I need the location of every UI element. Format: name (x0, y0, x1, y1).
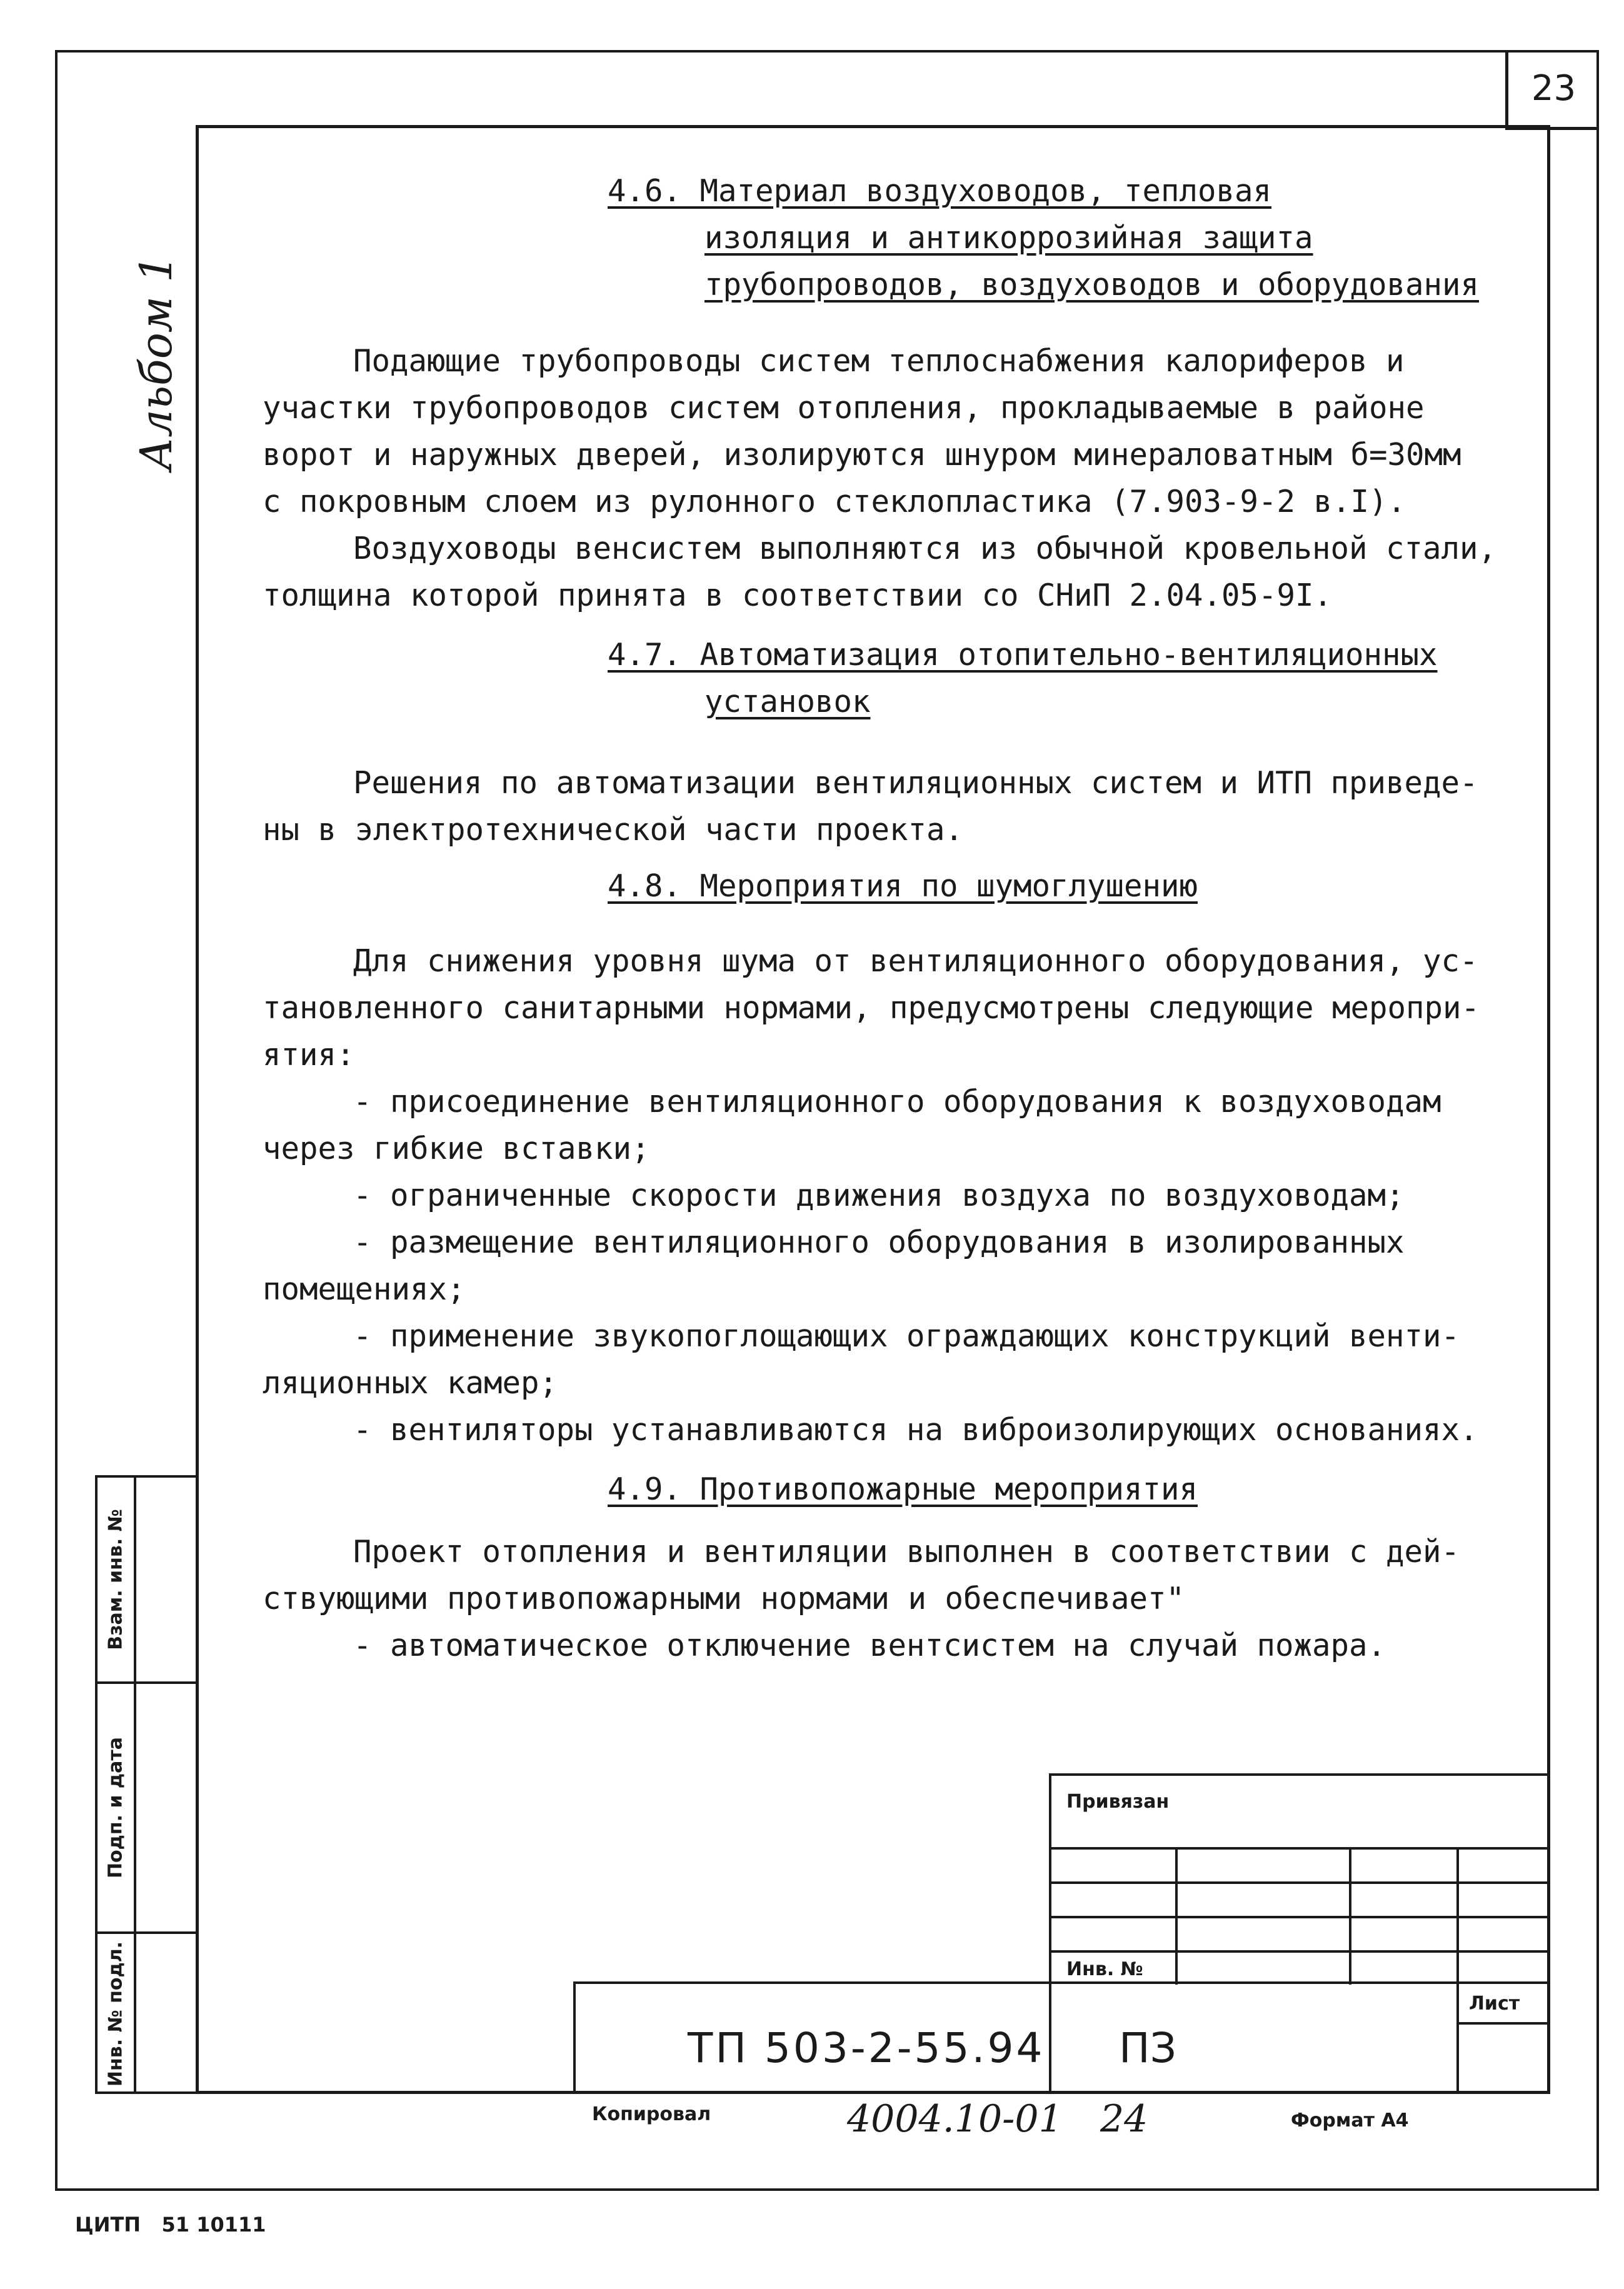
order-number: 4004.10-01 (847, 2097, 1063, 2141)
para-4-9-line: - автоматическое отключение вентсистем на случай пожара. (353, 1628, 1386, 1663)
document-code: ПЗ (1119, 2024, 1176, 2072)
side-label-vzam-inv: Взам. инв. № (104, 1509, 127, 1650)
para-4-8-line: помещениях; (263, 1271, 466, 1307)
para-4-7-line: Решения по автоматизации вентиляционных систем и ИТП приведе- (353, 765, 1478, 801)
list-label: Лист (1469, 1993, 1520, 2015)
album-label (119, 238, 194, 488)
para-4-6-line: Воздуховоды венсистем выполняются из обычной кровельной стали, (353, 531, 1497, 566)
list-divider (1456, 1981, 1459, 2094)
page-number: 23 (1505, 50, 1599, 130)
heading-4-6-line1: 4.6. Материал воздуховодов, тепловая (608, 173, 1272, 209)
para-4-6-line: толщина которой принята в соответствии со СНиП 2.04.05-9I. (263, 578, 1333, 613)
para-4-9-line: Проект отопления и вентиляции выполнен в соответствии с дей- (353, 1534, 1460, 1570)
para-4-6-line: Подающие трубопроводы систем теплоснабжения калориферов и (353, 343, 1405, 379)
kopiroval-label: Копировал (592, 2103, 711, 2125)
side-stamp-labels (98, 1478, 136, 2091)
para-4-7-line: ны в электротехнической части проекта. (263, 812, 964, 848)
heading-4-7-line2: установок (704, 684, 871, 719)
para-4-8-line: ляционных камер; (263, 1365, 558, 1401)
side-cell-podp (98, 1684, 134, 1934)
heading-4-8: 4.8. Мероприятия по шумоглушению (608, 868, 1198, 904)
album-label-text: Альбом 1 (131, 254, 182, 471)
side-divider (134, 1931, 199, 1934)
side-stamp (95, 1475, 199, 2094)
para-4-8-line: - присоединение вентиляционного оборудования к воздуховодам (353, 1084, 1441, 1119)
heading-4-6-line2: изоляция и антикоррозийная защита (704, 220, 1313, 256)
heading-4-7-line1: 4.7. Автоматизация отопительно-вентиляционных (608, 637, 1438, 673)
para-4-8-line: - размещение вентиляционного оборудования в изолированных (353, 1225, 1405, 1260)
tb-col (1456, 1847, 1459, 1985)
para-4-6-line: ворот и наружных дверей, изолируются шнуром минераловатным б=30мм (263, 437, 1461, 473)
sheet-number: 24 (1100, 2097, 1148, 2141)
para-4-9-line: ствующими противопожарными нормами и обеспечивает" (263, 1581, 1185, 1616)
side-cell-vzam (98, 1478, 134, 1684)
para-4-6-line: участки трубопроводов систем отопления, прокладываемые в районе (263, 390, 1425, 426)
para-4-8-line: тановленного санитарными нормами, предусмотрены следующие меропри- (263, 990, 1480, 1026)
para-4-6-line: с покровным слоем из рулонного стеклопластика (7.903-9-2 в.I). (263, 484, 1406, 519)
para-4-8-line: через гибкие вставки; (263, 1131, 650, 1166)
heading-4-6-line3: трубопроводов, воздуховодов и оборудования (704, 267, 1480, 303)
privyazan-label: Привязан (1066, 1791, 1170, 1813)
para-4-8-line: Для снижения уровня шума от вентиляционного оборудования, ус- (353, 943, 1478, 979)
tb-col (1349, 1847, 1351, 1985)
para-4-8-line: ятия: (263, 1037, 355, 1073)
para-4-8-line: - ограниченные скорости движения воздуха по воздуховодам; (353, 1178, 1405, 1213)
heading-4-9: 4.9. Противопожарные мероприятия (608, 1471, 1198, 1507)
tb-rule (1049, 1881, 1550, 1884)
tb-rule (1049, 1950, 1550, 1953)
tb-rule (1049, 1916, 1550, 1918)
tb-col (1175, 1847, 1178, 1985)
side-cell-inv (98, 1934, 134, 2094)
format-label: Формат А4 (1291, 2110, 1409, 2131)
org-code: ЦИТП 51 10111 (75, 2213, 266, 2236)
para-4-8-line: - применение звукопоглощающих ограждающих конструкций венти- (353, 1318, 1460, 1354)
para-4-8-line: - вентиляторы устанавливаются на виброизолирующих основаниях. (353, 1412, 1478, 1448)
document-designation: ТП 503-2-55.94 (688, 2024, 1045, 2072)
side-label-podp-data: Подп. и дата (104, 1736, 127, 1879)
list-divider-h (1456, 2022, 1550, 2025)
tb-rule (1049, 1847, 1550, 1850)
side-label-inv-podl: Инв. № подл. (104, 1941, 127, 2087)
side-divider (134, 1681, 199, 1684)
inv-no-label: Инв. № (1066, 1958, 1143, 1980)
